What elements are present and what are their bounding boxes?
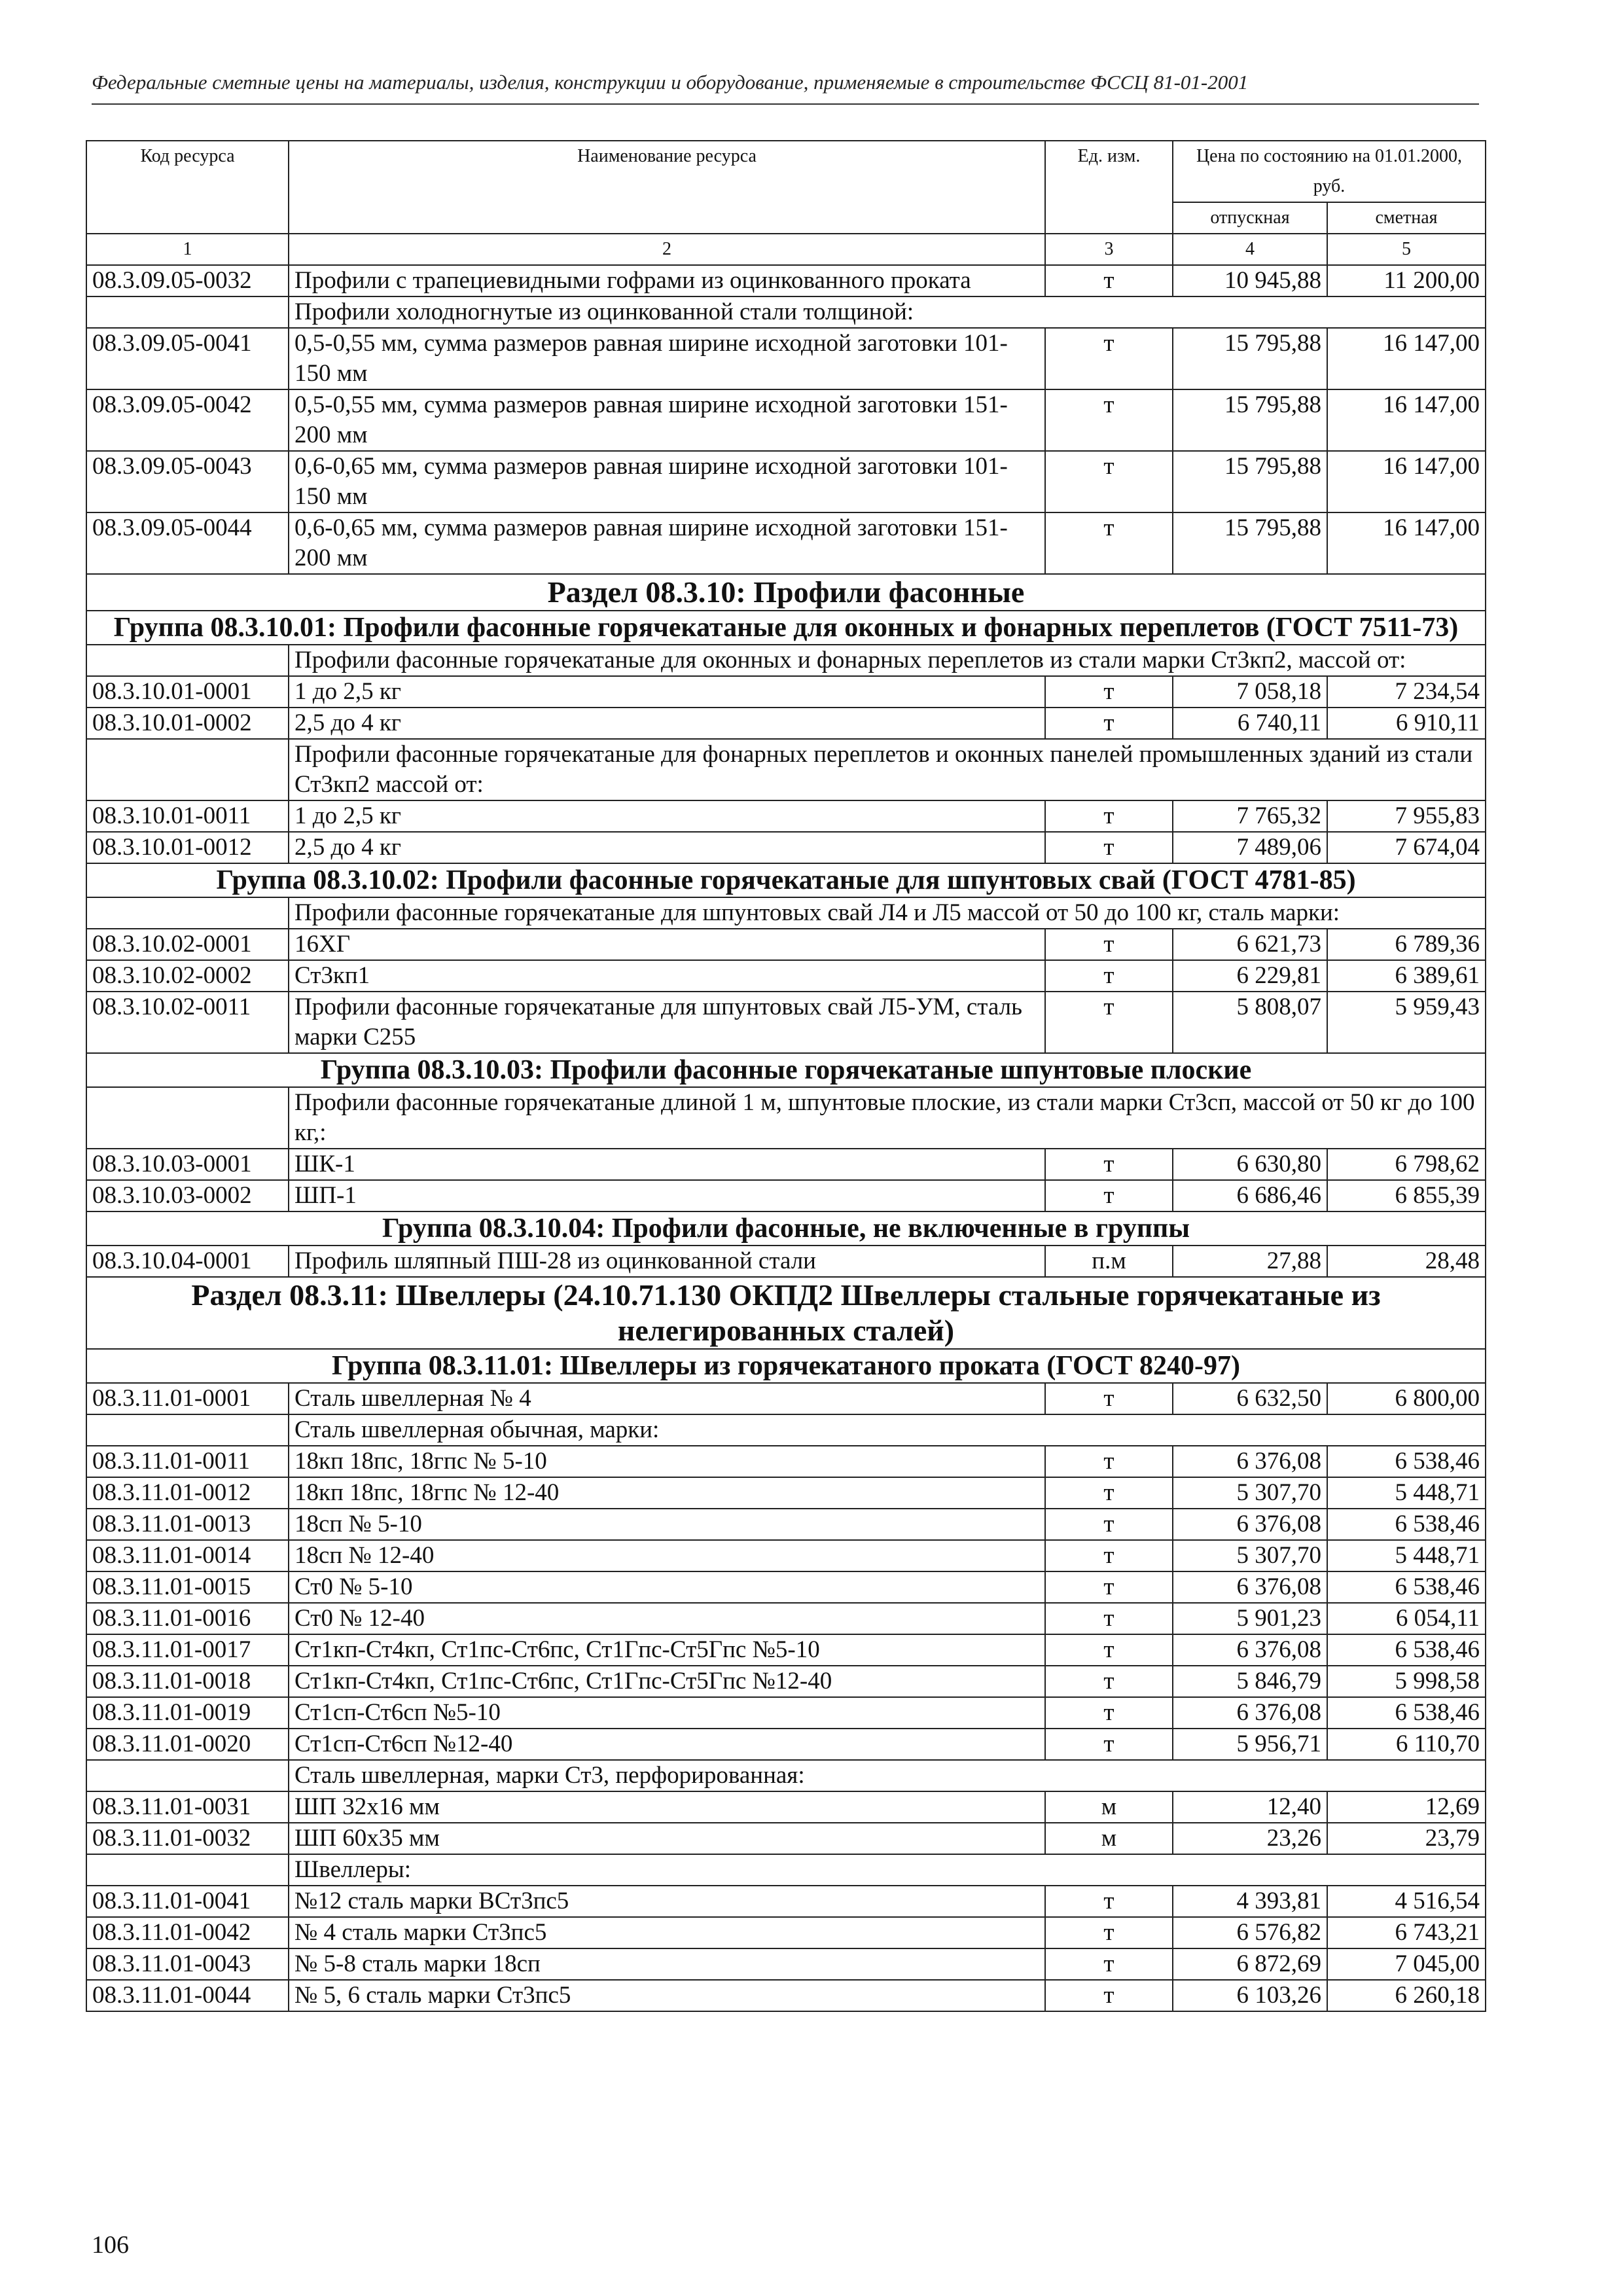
subheading-row: [86, 739, 1486, 800]
resource-name: Ст0 № 5-10: [289, 1571, 1045, 1603]
release-price: 6 103,26: [1173, 1980, 1327, 2011]
table-row: [86, 992, 1486, 1053]
col-number: 5: [1327, 234, 1486, 265]
table-body: [86, 265, 1486, 2011]
resource-code: [86, 739, 289, 800]
subheading-text: Сталь швеллерная, марки Ст3, перфорированная:: [289, 1760, 1486, 1791]
resource-code: 08.3.11.01-0001: [86, 1383, 289, 1414]
estimate-price: 5 448,71: [1327, 1540, 1486, 1571]
resource-code: 08.3.10.04-0001: [86, 1246, 289, 1277]
estimate-price: 5 998,58: [1327, 1666, 1486, 1697]
table-row: [86, 265, 1486, 296]
subheading-text: Профили фасонные горячекатаные для оконных и фонарных переплетов из стали марки Ст3кп2, массой от:: [289, 645, 1486, 676]
resource-unit: т: [1045, 1509, 1173, 1540]
table-row: [86, 1180, 1486, 1211]
estimate-price: 7 955,83: [1327, 800, 1486, 832]
group-title: Группа 08.3.10.01: Профили фасонные горячекатаные для оконных и фонарных переплетов (ГОСТ 7511-73): [86, 611, 1486, 645]
release-price: 7 058,18: [1173, 676, 1327, 708]
resource-code: [86, 897, 289, 929]
resource-name: 16ХГ: [289, 929, 1045, 960]
group-title: Группа 08.3.10.04: Профили фасонные, не включенные в группы: [86, 1211, 1486, 1246]
resource-name: Профили с трапециевидными гофрами из оцинкованного проката: [289, 265, 1045, 296]
table-row: [86, 1603, 1486, 1634]
estimate-price: 16 147,00: [1327, 451, 1486, 512]
release-price: 5 846,79: [1173, 1666, 1327, 1697]
resource-code: [86, 645, 289, 676]
release-price: 15 795,88: [1173, 389, 1327, 451]
estimate-price: 7 045,00: [1327, 1948, 1486, 1980]
group-title: Группа 08.3.11.01: Швеллеры из горячекатаного проката (ГОСТ 8240-97): [86, 1349, 1486, 1383]
subheading-text: Профили фасонные горячекатаные для фонарных переплетов и оконных панелей промышленных зданий из стали Ст3кп2 массой от:: [289, 739, 1486, 800]
resource-code: 08.3.11.01-0011: [86, 1446, 289, 1477]
release-price: 15 795,88: [1173, 328, 1327, 389]
subheading-row: [86, 897, 1486, 929]
resource-unit: т: [1045, 992, 1173, 1053]
release-price: 6 740,11: [1173, 708, 1327, 739]
resource-code: 08.3.10.01-0011: [86, 800, 289, 832]
resource-code: 08.3.11.01-0012: [86, 1477, 289, 1509]
release-price: 6 376,08: [1173, 1571, 1327, 1603]
resource-unit: т: [1045, 1917, 1173, 1948]
resource-code: 08.3.10.01-0001: [86, 676, 289, 708]
resource-code: [86, 1414, 289, 1446]
resource-name: 18кп 18пс, 18гпс № 12-40: [289, 1477, 1045, 1509]
table-row: [86, 1149, 1486, 1180]
resource-code: 08.3.10.03-0002: [86, 1180, 289, 1211]
table-row: [86, 1791, 1486, 1823]
table-row: [86, 1571, 1486, 1603]
estimate-price: 6 538,46: [1327, 1571, 1486, 1603]
table-row: [86, 1540, 1486, 1571]
estimate-price: 7 674,04: [1327, 832, 1486, 863]
estimate-price: 6 800,00: [1327, 1383, 1486, 1414]
table-row: [86, 832, 1486, 863]
resource-code: [86, 1760, 289, 1791]
group-row: [86, 1053, 1486, 1087]
resource-name: № 4 сталь марки Ст3пс5: [289, 1917, 1045, 1948]
resource-unit: т: [1045, 328, 1173, 389]
release-price: 5 956,71: [1173, 1729, 1327, 1760]
group-row: [86, 1349, 1486, 1383]
resource-name: Ст0 № 12-40: [289, 1603, 1045, 1634]
col-header-estimate: сметная: [1327, 202, 1486, 234]
table-row: [86, 960, 1486, 992]
table-row: [86, 929, 1486, 960]
resource-unit: т: [1045, 1980, 1173, 2011]
release-price: 5 808,07: [1173, 992, 1327, 1053]
resource-code: 08.3.11.01-0015: [86, 1571, 289, 1603]
resource-name: 0,5-0,55 мм, сумма размеров равная ширине исходной заготовки 151-200 мм: [289, 389, 1045, 451]
resource-name: ШК-1: [289, 1149, 1045, 1180]
estimate-price: 7 234,54: [1327, 676, 1486, 708]
resource-name: Ст1сп-Ст6сп №12-40: [289, 1729, 1045, 1760]
resource-name: 18сп № 12-40: [289, 1540, 1045, 1571]
estimate-price: 6 389,61: [1327, 960, 1486, 992]
resource-code: 08.3.11.01-0031: [86, 1791, 289, 1823]
release-price: 6 630,80: [1173, 1149, 1327, 1180]
resource-code: 08.3.10.03-0001: [86, 1149, 289, 1180]
estimate-price: 6 910,11: [1327, 708, 1486, 739]
subheading-text: Швеллеры:: [289, 1854, 1486, 1886]
resource-name: 18сп № 5-10: [289, 1509, 1045, 1540]
estimate-price: 6 538,46: [1327, 1509, 1486, 1540]
resource-code: 08.3.09.05-0044: [86, 512, 289, 574]
table-row: [86, 800, 1486, 832]
resource-code: 08.3.11.01-0014: [86, 1540, 289, 1571]
release-price: 6 576,82: [1173, 1917, 1327, 1948]
estimate-price: 16 147,00: [1327, 389, 1486, 451]
subheading-row: [86, 1414, 1486, 1446]
resource-name: Сталь швеллерная № 4: [289, 1383, 1045, 1414]
resource-unit: т: [1045, 929, 1173, 960]
resource-unit: т: [1045, 1540, 1173, 1571]
release-price: 4 393,81: [1173, 1886, 1327, 1917]
estimate-price: 5 448,71: [1327, 1477, 1486, 1509]
resource-unit: т: [1045, 1603, 1173, 1634]
estimate-price: 5 959,43: [1327, 992, 1486, 1053]
resource-unit: т: [1045, 960, 1173, 992]
resource-unit: т: [1045, 1948, 1173, 1980]
page-number: 106: [92, 2231, 129, 2259]
resource-unit: т: [1045, 389, 1173, 451]
resource-code: 08.3.11.01-0017: [86, 1634, 289, 1666]
table-row: [86, 451, 1486, 512]
resource-name: Ст3кп1: [289, 960, 1045, 992]
resource-unit: т: [1045, 1180, 1173, 1211]
resource-code: 08.3.11.01-0018: [86, 1666, 289, 1697]
table-row: [86, 1729, 1486, 1760]
release-price: 6 621,73: [1173, 929, 1327, 960]
estimate-price: 6 538,46: [1327, 1446, 1486, 1477]
resource-unit: т: [1045, 1666, 1173, 1697]
table-row: [86, 512, 1486, 574]
resource-unit: т: [1045, 1383, 1173, 1414]
section-title: Раздел 08.3.11: Швеллеры (24.10.71.130 ОКПД2 Швеллеры стальные горячекатаные из нелегированных сталей): [86, 1277, 1486, 1349]
table-row: [86, 1446, 1486, 1477]
table-row: [86, 1666, 1486, 1697]
resource-unit: т: [1045, 451, 1173, 512]
table-row: [86, 1886, 1486, 1917]
resource-unit: т: [1045, 708, 1173, 739]
group-title: Группа 08.3.10.03: Профили фасонные горячекатаные шпунтовые плоские: [86, 1053, 1486, 1087]
table-row: [86, 1509, 1486, 1540]
table-row: [86, 1383, 1486, 1414]
estimate-price: 4 516,54: [1327, 1886, 1486, 1917]
resource-name: № 5, 6 сталь марки Ст3пс5: [289, 1980, 1045, 2011]
estimate-price: 6 538,46: [1327, 1634, 1486, 1666]
table-row: [86, 1246, 1486, 1277]
subheading-row: [86, 645, 1486, 676]
release-price: 5 901,23: [1173, 1603, 1327, 1634]
release-price: 6 632,50: [1173, 1383, 1327, 1414]
table-row: [86, 1823, 1486, 1854]
resource-unit: п.м: [1045, 1246, 1173, 1277]
col-number: 2: [289, 234, 1045, 265]
release-price: 6 872,69: [1173, 1948, 1327, 1980]
section-title: Раздел 08.3.10: Профили фасонные: [86, 574, 1486, 611]
release-price: 12,40: [1173, 1791, 1327, 1823]
subheading-text: Профили фасонные горячекатаные для шпунтовых свай Л4 и Л5 массой от 50 до 100 кг, сталь марки:: [289, 897, 1486, 929]
resource-code: [86, 1854, 289, 1886]
estimate-price: 6 789,36: [1327, 929, 1486, 960]
resource-unit: т: [1045, 265, 1173, 296]
subheading-text: Профили фасонные горячекатаные длиной 1 м, шпунтовые плоские, из стали марки Ст3сп, массой от 50 кг до 100 кг,:: [289, 1087, 1486, 1149]
resource-unit: т: [1045, 1886, 1173, 1917]
resource-unit: т: [1045, 1149, 1173, 1180]
resource-name: ШП-1: [289, 1180, 1045, 1211]
subheading-row: [86, 296, 1486, 328]
resource-code: 08.3.11.01-0043: [86, 1948, 289, 1980]
section-row: [86, 574, 1486, 611]
resource-unit: т: [1045, 676, 1173, 708]
subheading-text: Профили холодногнутые из оцинкованной стали толщиной:: [289, 296, 1486, 328]
resource-code: [86, 1087, 289, 1149]
table-row: [86, 708, 1486, 739]
resource-code: 08.3.10.01-0012: [86, 832, 289, 863]
resource-code: 08.3.09.05-0041: [86, 328, 289, 389]
estimate-price: 12,69: [1327, 1791, 1486, 1823]
col-number: 1: [86, 234, 289, 265]
estimate-price: 16 147,00: [1327, 328, 1486, 389]
release-price: 6 376,08: [1173, 1446, 1327, 1477]
resource-name: № 5-8 сталь марки 18сп: [289, 1948, 1045, 1980]
header-rule: [92, 103, 1479, 105]
resource-code: 08.3.11.01-0042: [86, 1917, 289, 1948]
resource-name: 0,6-0,65 мм, сумма размеров равная ширине исходной заготовки 101-150 мм: [289, 451, 1045, 512]
resource-code: 08.3.11.01-0041: [86, 1886, 289, 1917]
resource-name: 1 до 2,5 кг: [289, 800, 1045, 832]
estimate-price: 23,79: [1327, 1823, 1486, 1854]
release-price: 6 376,08: [1173, 1634, 1327, 1666]
release-price: 10 945,88: [1173, 265, 1327, 296]
resource-name: Профили фасонные горячекатаные для шпунтовых свай Л5-УМ, сталь марки С255: [289, 992, 1045, 1053]
resource-name: 2,5 до 4 кг: [289, 708, 1045, 739]
resource-code: 08.3.10.02-0001: [86, 929, 289, 960]
table-row: [86, 1948, 1486, 1980]
group-row: [86, 611, 1486, 645]
group-row: [86, 863, 1486, 897]
estimate-price: 16 147,00: [1327, 512, 1486, 574]
table-row: [86, 1980, 1486, 2011]
col-header-release: отпускная: [1173, 202, 1327, 234]
resource-code: 08.3.11.01-0019: [86, 1697, 289, 1729]
resource-code: [86, 296, 289, 328]
group-title: Группа 08.3.10.02: Профили фасонные горячекатаные для шпунтовых свай (ГОСТ 4781-85): [86, 863, 1486, 897]
resource-name: Ст1кп-Ст4кп, Ст1пс-Ст6пс, Ст1Гпс-Ст5Гпс №5-10: [289, 1634, 1045, 1666]
estimate-price: 6 110,70: [1327, 1729, 1486, 1760]
estimate-price: 6 855,39: [1327, 1180, 1486, 1211]
resource-name: Ст1сп-Ст6сп №5-10: [289, 1697, 1045, 1729]
resource-unit: т: [1045, 1571, 1173, 1603]
subheading-row: [86, 1854, 1486, 1886]
running-header: Федеральные сметные цены на материалы, изделия, конструкции и оборудование, применяемые в строительстве ФССЦ 81-01-2001: [92, 71, 1249, 94]
resource-unit: т: [1045, 1477, 1173, 1509]
resource-name: 1 до 2,5 кг: [289, 676, 1045, 708]
table-row: [86, 389, 1486, 451]
col-header-code: Код ресурса: [86, 141, 289, 234]
resource-name: 2,5 до 4 кг: [289, 832, 1045, 863]
resource-code: 08.3.11.01-0032: [86, 1823, 289, 1854]
col-number: 4: [1173, 234, 1327, 265]
resource-name: 0,5-0,55 мм, сумма размеров равная ширине исходной заготовки 101-150 мм: [289, 328, 1045, 389]
resource-name: ШП 60х35 мм: [289, 1823, 1045, 1854]
estimate-price: 6 260,18: [1327, 1980, 1486, 2011]
resource-unit: м: [1045, 1791, 1173, 1823]
estimate-price: 6 538,46: [1327, 1697, 1486, 1729]
resource-unit: т: [1045, 832, 1173, 863]
release-price: 6 686,46: [1173, 1180, 1327, 1211]
table-row: [86, 1634, 1486, 1666]
col-number: 3: [1045, 234, 1173, 265]
resource-name: 0,6-0,65 мм, сумма размеров равная ширине исходной заготовки 151-200 мм: [289, 512, 1045, 574]
subheading-row: [86, 1760, 1486, 1791]
release-price: 15 795,88: [1173, 512, 1327, 574]
col-header-price-group: Цена по состоянию на 01.01.2000, руб.: [1173, 141, 1486, 202]
resource-unit: т: [1045, 1697, 1173, 1729]
release-price: 7 765,32: [1173, 800, 1327, 832]
section-row: [86, 1277, 1486, 1349]
resource-code: 08.3.10.02-0011: [86, 992, 289, 1053]
resource-name: Ст1кп-Ст4кп, Ст1пс-Ст6пс, Ст1Гпс-Ст5Гпс №12-40: [289, 1666, 1045, 1697]
release-price: 5 307,70: [1173, 1477, 1327, 1509]
release-price: 6 376,08: [1173, 1509, 1327, 1540]
resource-name: Профиль шляпный ПШ-28 из оцинкованной стали: [289, 1246, 1045, 1277]
table-row: [86, 676, 1486, 708]
table-row: [86, 1697, 1486, 1729]
table-row: [86, 1477, 1486, 1509]
resource-code: 08.3.11.01-0020: [86, 1729, 289, 1760]
resource-unit: т: [1045, 1446, 1173, 1477]
estimate-price: 6 743,21: [1327, 1917, 1486, 1948]
resource-name: 18кп 18пс, 18гпс № 5-10: [289, 1446, 1045, 1477]
release-price: 15 795,88: [1173, 451, 1327, 512]
resource-unit: т: [1045, 1634, 1173, 1666]
col-header-name: Наименование ресурса: [289, 141, 1045, 234]
release-price: 5 307,70: [1173, 1540, 1327, 1571]
price-table: [86, 140, 1486, 2012]
estimate-price: 6 798,62: [1327, 1149, 1486, 1180]
release-price: 7 489,06: [1173, 832, 1327, 863]
resource-unit: т: [1045, 800, 1173, 832]
resource-code: 08.3.10.02-0002: [86, 960, 289, 992]
resource-code: 08.3.09.05-0032: [86, 265, 289, 296]
col-header-unit: Ед. изм.: [1045, 141, 1173, 234]
resource-code: 08.3.11.01-0044: [86, 1980, 289, 2011]
release-price: 27,88: [1173, 1246, 1327, 1277]
resource-code: 08.3.09.05-0043: [86, 451, 289, 512]
release-price: 23,26: [1173, 1823, 1327, 1854]
estimate-price: 6 054,11: [1327, 1603, 1486, 1634]
resource-unit: т: [1045, 1729, 1173, 1760]
estimate-price: 11 200,00: [1327, 265, 1486, 296]
release-price: 6 229,81: [1173, 960, 1327, 992]
resource-unit: т: [1045, 512, 1173, 574]
subheading-row: [86, 1087, 1486, 1149]
group-row: [86, 1211, 1486, 1246]
resource-code: 08.3.10.01-0002: [86, 708, 289, 739]
release-price: 6 376,08: [1173, 1697, 1327, 1729]
resource-name: ШП 32х16 мм: [289, 1791, 1045, 1823]
estimate-price: 28,48: [1327, 1246, 1486, 1277]
resource-name: №12 сталь марки ВСт3пс5: [289, 1886, 1045, 1917]
resource-code: 08.3.09.05-0042: [86, 389, 289, 451]
resource-unit: м: [1045, 1823, 1173, 1854]
resource-code: 08.3.11.01-0013: [86, 1509, 289, 1540]
table-row: [86, 1917, 1486, 1948]
resource-code: 08.3.11.01-0016: [86, 1603, 289, 1634]
subheading-text: Сталь швеллерная обычная, марки:: [289, 1414, 1486, 1446]
table-row: [86, 328, 1486, 389]
